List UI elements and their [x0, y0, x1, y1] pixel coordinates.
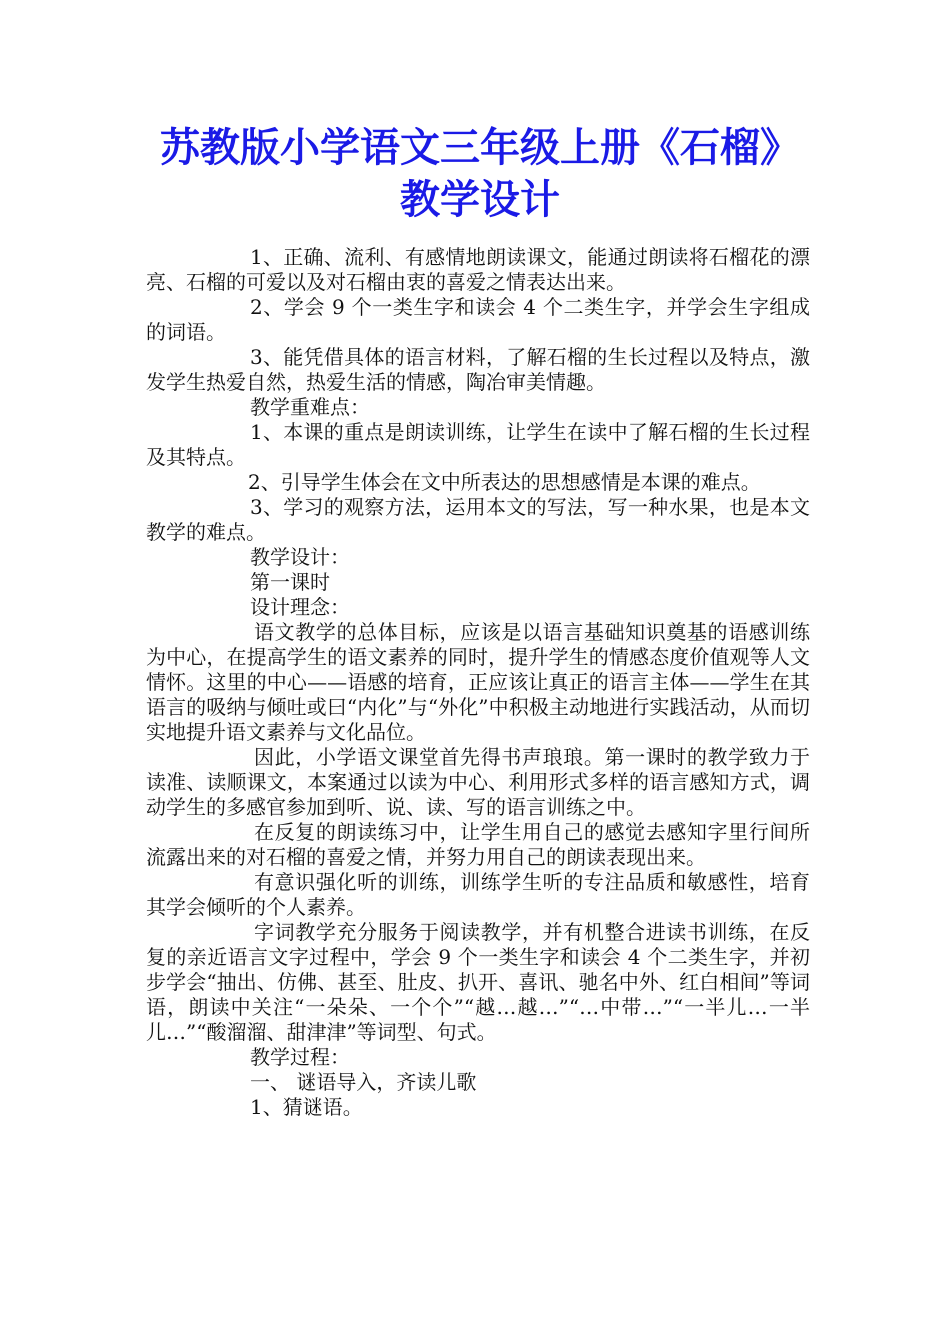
concept-paragraph-2: 因此，小学语文课堂首先得书声琅琅。第一课时的教学致力于读准、读顺课文，本案通过以读为中心、利用形式多样的语言感知方式，调动学生的多感官参加到听、说、读、写的语言训练之中。 — [146, 745, 810, 819]
section-heading-process: 教学过程： — [250, 1045, 350, 1069]
concept-paragraph-5: 字词教学充分服务于阅读教学，并有机整合进读书训练，在反复的亲近语言文字过程中，学会 9 个一类生字和读会 4 个二类生字，并初步学会“抽出、仿佛、甚至、肚皮、扒开、喜讯、驰名中外、红白相间”等词语，朗读中关注“一朵朵、一个个”“越…越…”“…中带…”“一半儿…一半儿…”“酸溜溜、甜津津”等词型、句式。 — [146, 920, 810, 1044]
lesson-label: 第一课时 — [250, 570, 330, 594]
section-heading-key-points: 教学重难点： — [250, 395, 370, 419]
concept-paragraph-4: 有意识强化听的训练，训练学生听的专注品质和敏感性，培育其学会倾听的个人素养。 — [146, 870, 810, 919]
document-title: 苏教版小学语文三年级上册《石榴》教学设计 — [160, 124, 800, 223]
section-heading-design: 教学设计： — [250, 545, 350, 569]
section-heading-concept: 设计理念： — [250, 595, 350, 619]
objective-1: 1、正确、流利、有感情地朗读课文，能通过朗读将石榴花的漂亮、石榴的可爱以及对石榴由衷的喜爱之情表达出来。 — [146, 245, 810, 294]
concept-paragraph-3: 在反复的朗读练习中，让学生用自己的感觉去感知字里行间所流露出来的对石榴的喜爱之情，并努力用自己的朗读表现出来。 — [146, 820, 810, 869]
objective-2: 2、学会 9 个一类生字和读会 4 个二类生字，并学会生字组成的词语。 — [146, 295, 810, 344]
process-step-1: 一、 谜语导入，齐读儿歌 — [250, 1070, 477, 1094]
key-point-3: 3、学习的观察方法，运用本文的写法，写一种水果，也是本文教学的难点。 — [146, 495, 810, 544]
process-substep-1: 1、猜谜语。 — [250, 1095, 363, 1119]
document-body — [146, 245, 810, 1120]
key-point-2: 2、引导学生体会在文中所表达的思想感情是本课的难点。 — [248, 470, 761, 494]
key-point-1: 1、本课的重点是朗读训练，让学生在读中了解石榴的生长过程及其特点。 — [146, 420, 810, 469]
objective-3: 3、能凭借具体的语言材料，了解石榴的生长过程以及特点，激发学生热爱自然，热爱生活的情感，陶冶审美情趣。 — [146, 345, 810, 394]
concept-paragraph-1: 语文教学的总体目标，应该是以语言基础知识奠基的语感训练为中心，在提高学生的语文素养的同时，提升学生的情感态度价值观等人文情怀。这里的中心——语感的培育，正应该让真正的语言主体——学生在其语言的吸纳与倾吐或曰“内化”与“外化”中积极主动地进行实践活动，从而切实地提升语文素养与文化品位。 — [146, 620, 810, 744]
